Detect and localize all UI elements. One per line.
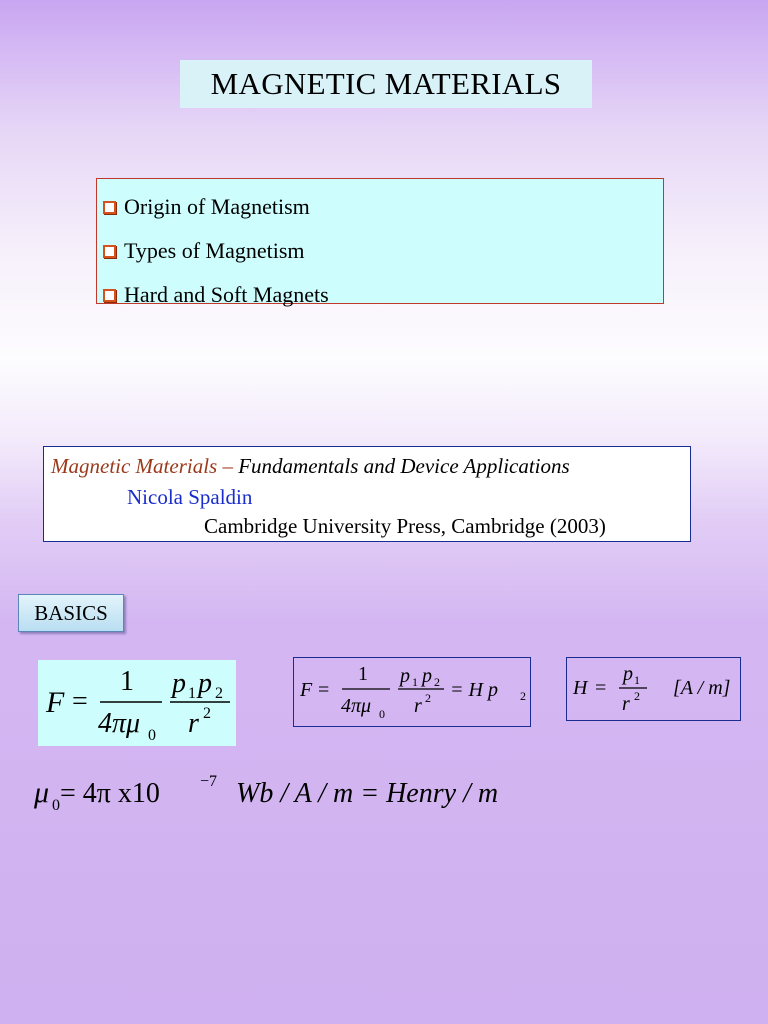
eq4-mu-subscript: 0 [52, 797, 60, 814]
eq2-r: r [414, 695, 422, 717]
eq3-p1: p [623, 663, 633, 685]
slide-title-box [180, 60, 592, 108]
eq2-p1-subscript: 1 [412, 675, 418, 689]
eq1-numerator: 1 [120, 666, 134, 697]
field-equation-svg [567, 658, 740, 720]
topics-box [96, 178, 664, 307]
topic-item [97, 229, 663, 273]
field-equation [566, 657, 741, 721]
topic-item [97, 273, 663, 317]
reference-title: Magnetic Materials [51, 454, 218, 478]
eq2-p2: p [422, 665, 432, 687]
eq3-r: r [622, 693, 630, 715]
eq2-rhs-subscript: 2 [520, 689, 526, 703]
eq2-p1: p [400, 665, 410, 687]
eq1-p1-subscript: 1 [188, 685, 196, 702]
eq1-equals: = [72, 686, 88, 717]
eq2-rhs: = H p [450, 679, 498, 701]
topic-label: Hard and Soft Magnets [124, 282, 329, 307]
eq1-lhs: F [46, 686, 65, 719]
reference-author: Nicola Spaldin [127, 485, 253, 509]
force-field-svg [294, 658, 530, 726]
eq2-numerator: 1 [358, 663, 368, 685]
eq1-denominator-subscript: 0 [148, 727, 156, 744]
checkbox-bullet-icon [103, 201, 116, 214]
topic-label: Origin of Magnetism [124, 194, 310, 219]
force-field-equation [293, 657, 531, 727]
checkbox-bullet-icon [103, 245, 116, 258]
permeability-svg [30, 768, 550, 818]
eq2-denominator: 4πμ [341, 695, 372, 717]
eq2-r-superscript: 2 [425, 691, 431, 705]
topic-item [97, 185, 663, 229]
eq3-equals: = [595, 677, 607, 699]
eq1-r-superscript: 2 [203, 705, 211, 722]
coulomb-law-svg [38, 660, 236, 746]
permeability-equation [30, 768, 550, 818]
eq4-mid: = 4π x10 [60, 778, 160, 809]
topic-label: Types of Magnetism [124, 238, 305, 263]
eq1-r: r [188, 708, 199, 739]
basics-label: BASICS [34, 600, 108, 625]
eq1-p1: p [172, 668, 186, 699]
eq2-p2-subscript: 2 [434, 675, 440, 689]
eq2-lhs: F [300, 679, 313, 701]
reference-title-line [51, 454, 570, 479]
eq4-mu: μ [34, 776, 50, 809]
slide-title: MAGNETIC MATERIALS [210, 66, 562, 101]
basics-label-box [18, 594, 124, 632]
eq2-equals: = [318, 679, 330, 701]
reference-box [43, 446, 691, 542]
eq3-unit: [A / m] [673, 677, 731, 699]
eq3-p1-subscript: 1 [634, 673, 640, 687]
checkbox-bullet-icon [103, 289, 116, 302]
eq4-exponent: −7 [200, 773, 218, 790]
eq1-p2-subscript: 2 [215, 685, 223, 702]
eq1-denominator: 4πμ [98, 708, 141, 739]
coulomb-law-equation [38, 660, 236, 746]
eq1-p2: p [198, 668, 212, 699]
eq3-lhs: H [573, 677, 588, 699]
eq2-denominator-subscript: 0 [379, 707, 385, 721]
eq3-r-superscript: 2 [634, 689, 640, 703]
reference-subtitle: Fundamentals and Device Applications [238, 454, 570, 478]
eq4-rhs: Wb / A / m = Henry / m [236, 778, 499, 809]
reference-dash: – [217, 454, 239, 478]
reference-publisher: Cambridge University Press, Cambridge (2003) [204, 514, 606, 538]
